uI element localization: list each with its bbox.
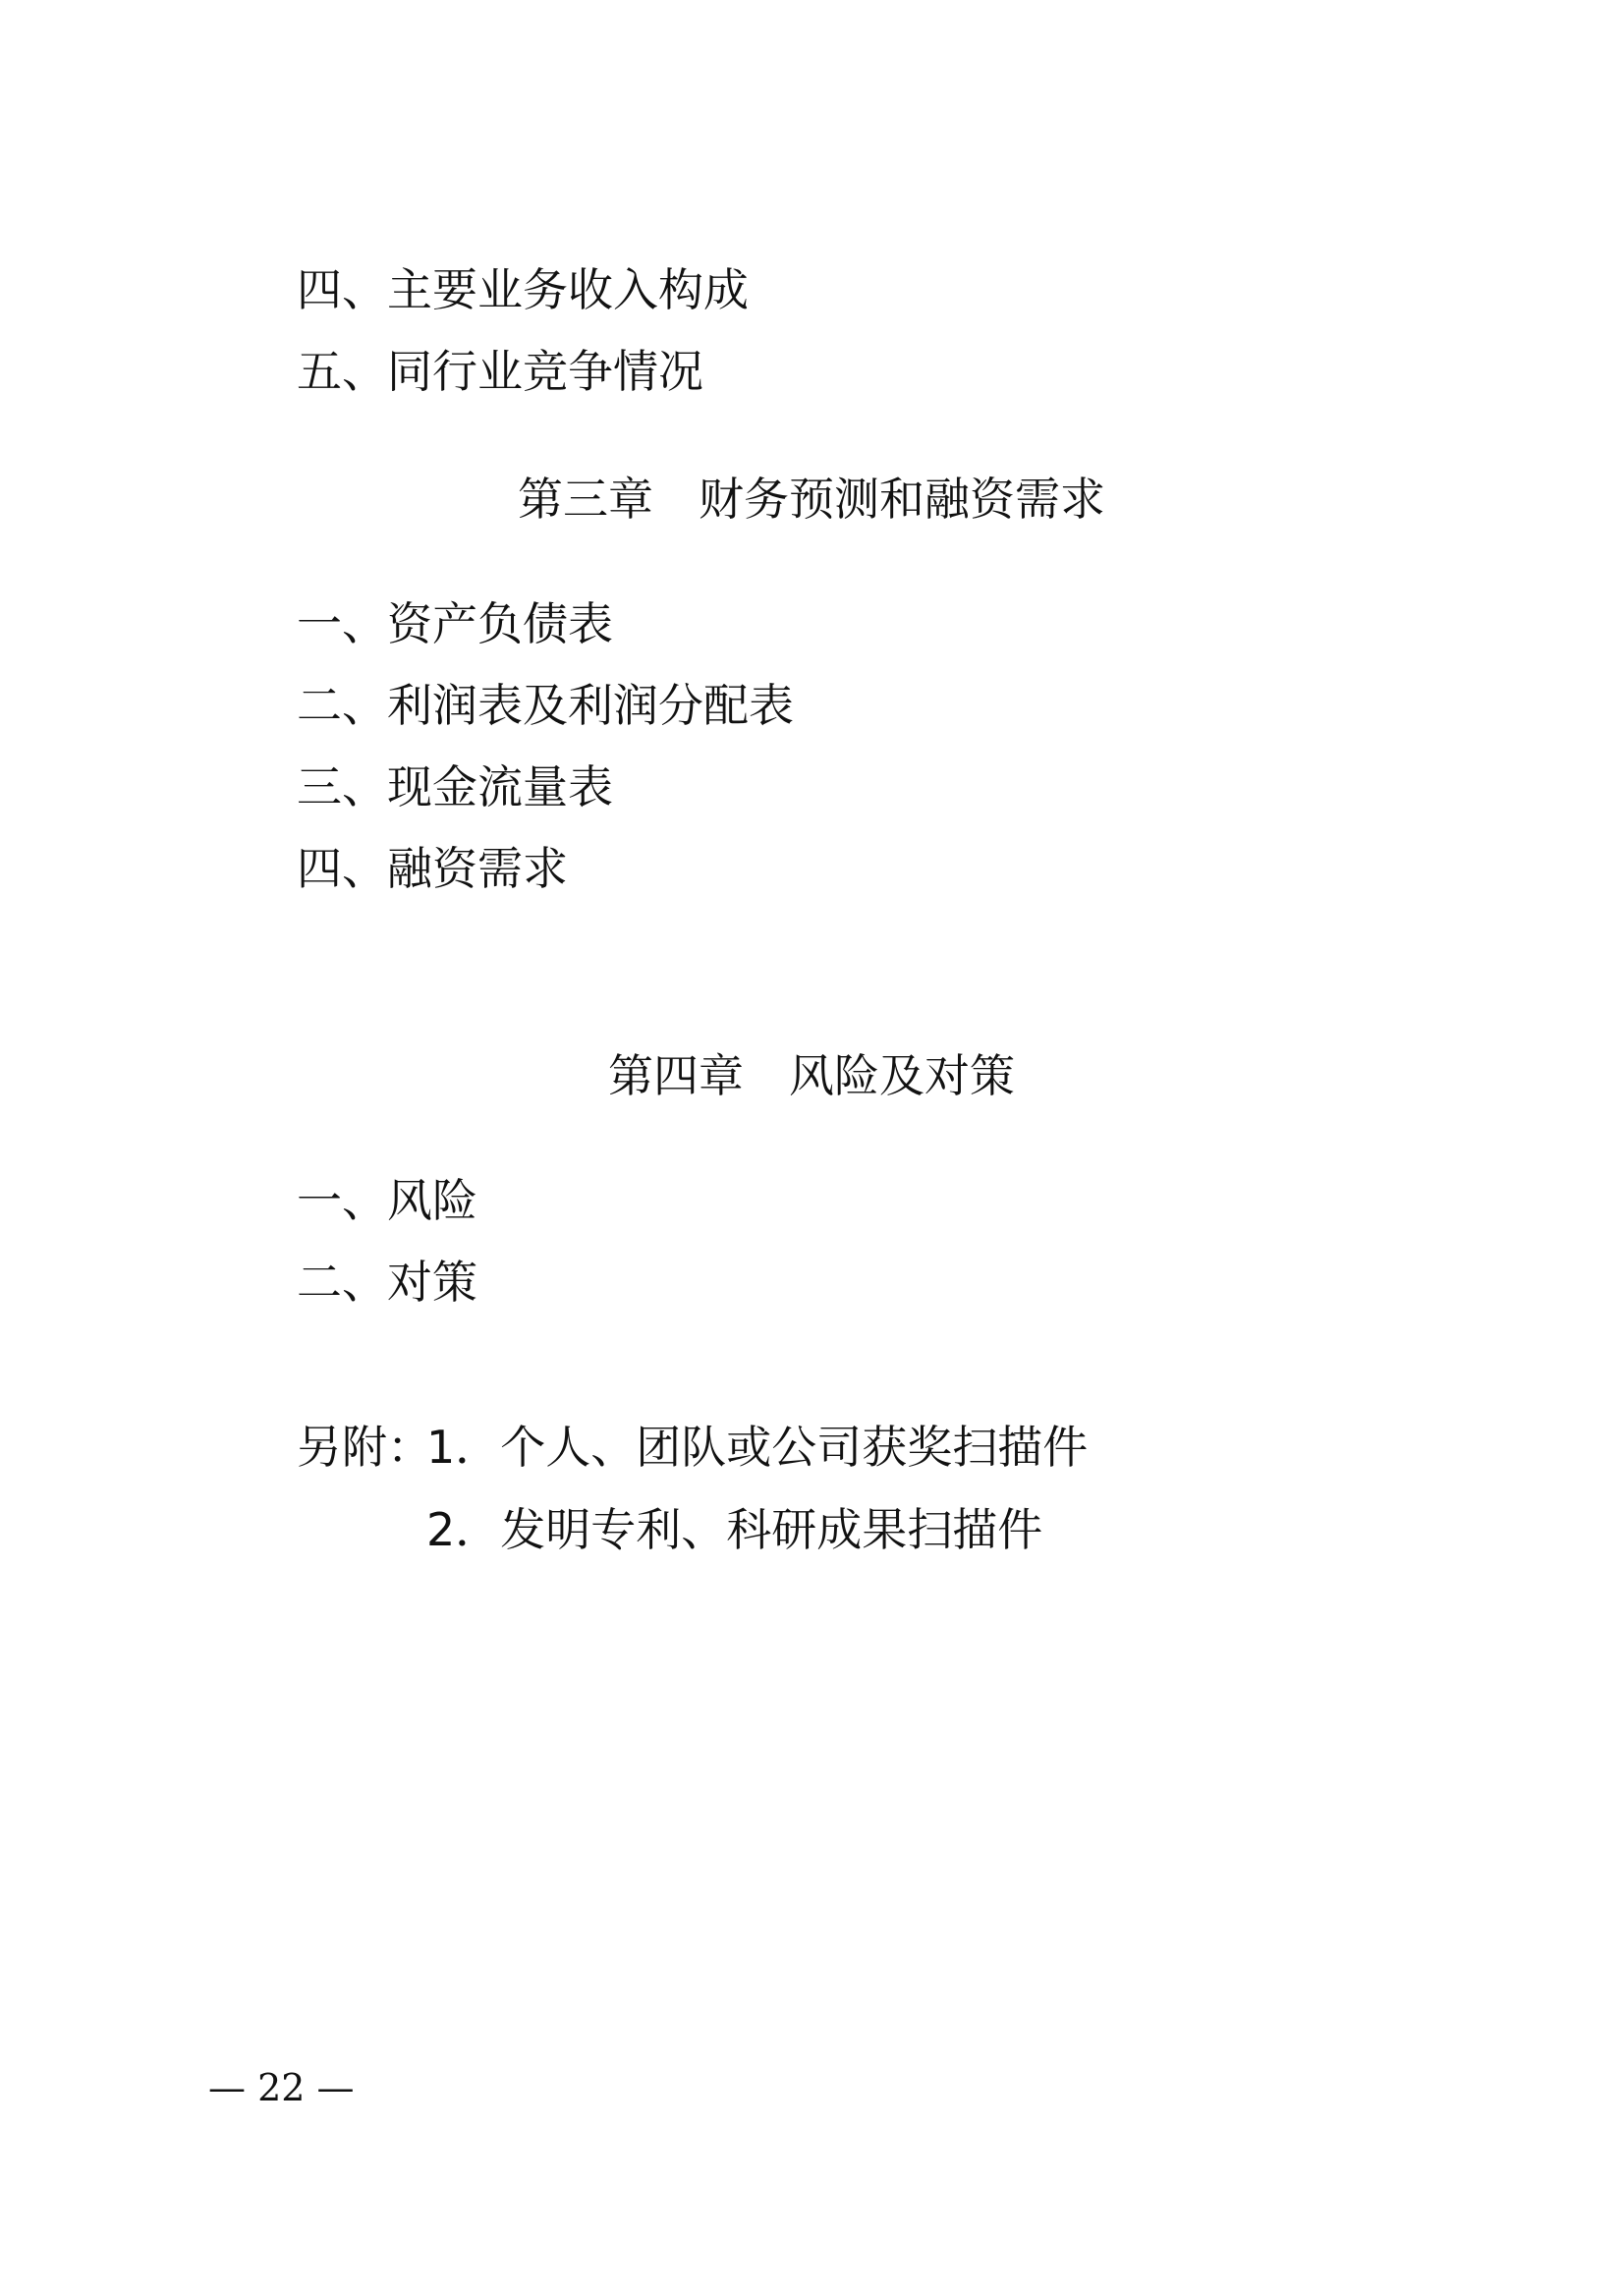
toc-item-cash-flow: 三、现金流量表 <box>297 760 613 813</box>
toc-item-risks: 一、风险 <box>297 1174 477 1227</box>
toc-item-balance-sheet: 一、资产负债表 <box>297 597 613 650</box>
chapter-3-heading: 第三章 财务预测和融资需求 <box>518 473 1105 526</box>
attachments-label: 另附： <box>297 1421 432 1474</box>
toc-item-main-business-income: 四、主要业务收入构成 <box>297 263 749 316</box>
page-number: — 22 — <box>208 2066 355 2109</box>
toc-item-financing-needs: 四、融资需求 <box>297 842 568 895</box>
attachment-item-awards: 1．个人、团队或公司获奖扫描件 <box>426 1421 1089 1474</box>
attachment-item-patents: 2．发明专利、科研成果扫描件 <box>426 1503 1043 1556</box>
toc-item-industry-competition: 五、同行业竞争情况 <box>297 345 703 398</box>
toc-item-countermeasures: 二、对策 <box>297 1256 477 1309</box>
chapter-4-heading: 第四章 风险及对策 <box>608 1049 1015 1102</box>
toc-item-income-statement: 二、利润表及利润分配表 <box>297 679 794 732</box>
